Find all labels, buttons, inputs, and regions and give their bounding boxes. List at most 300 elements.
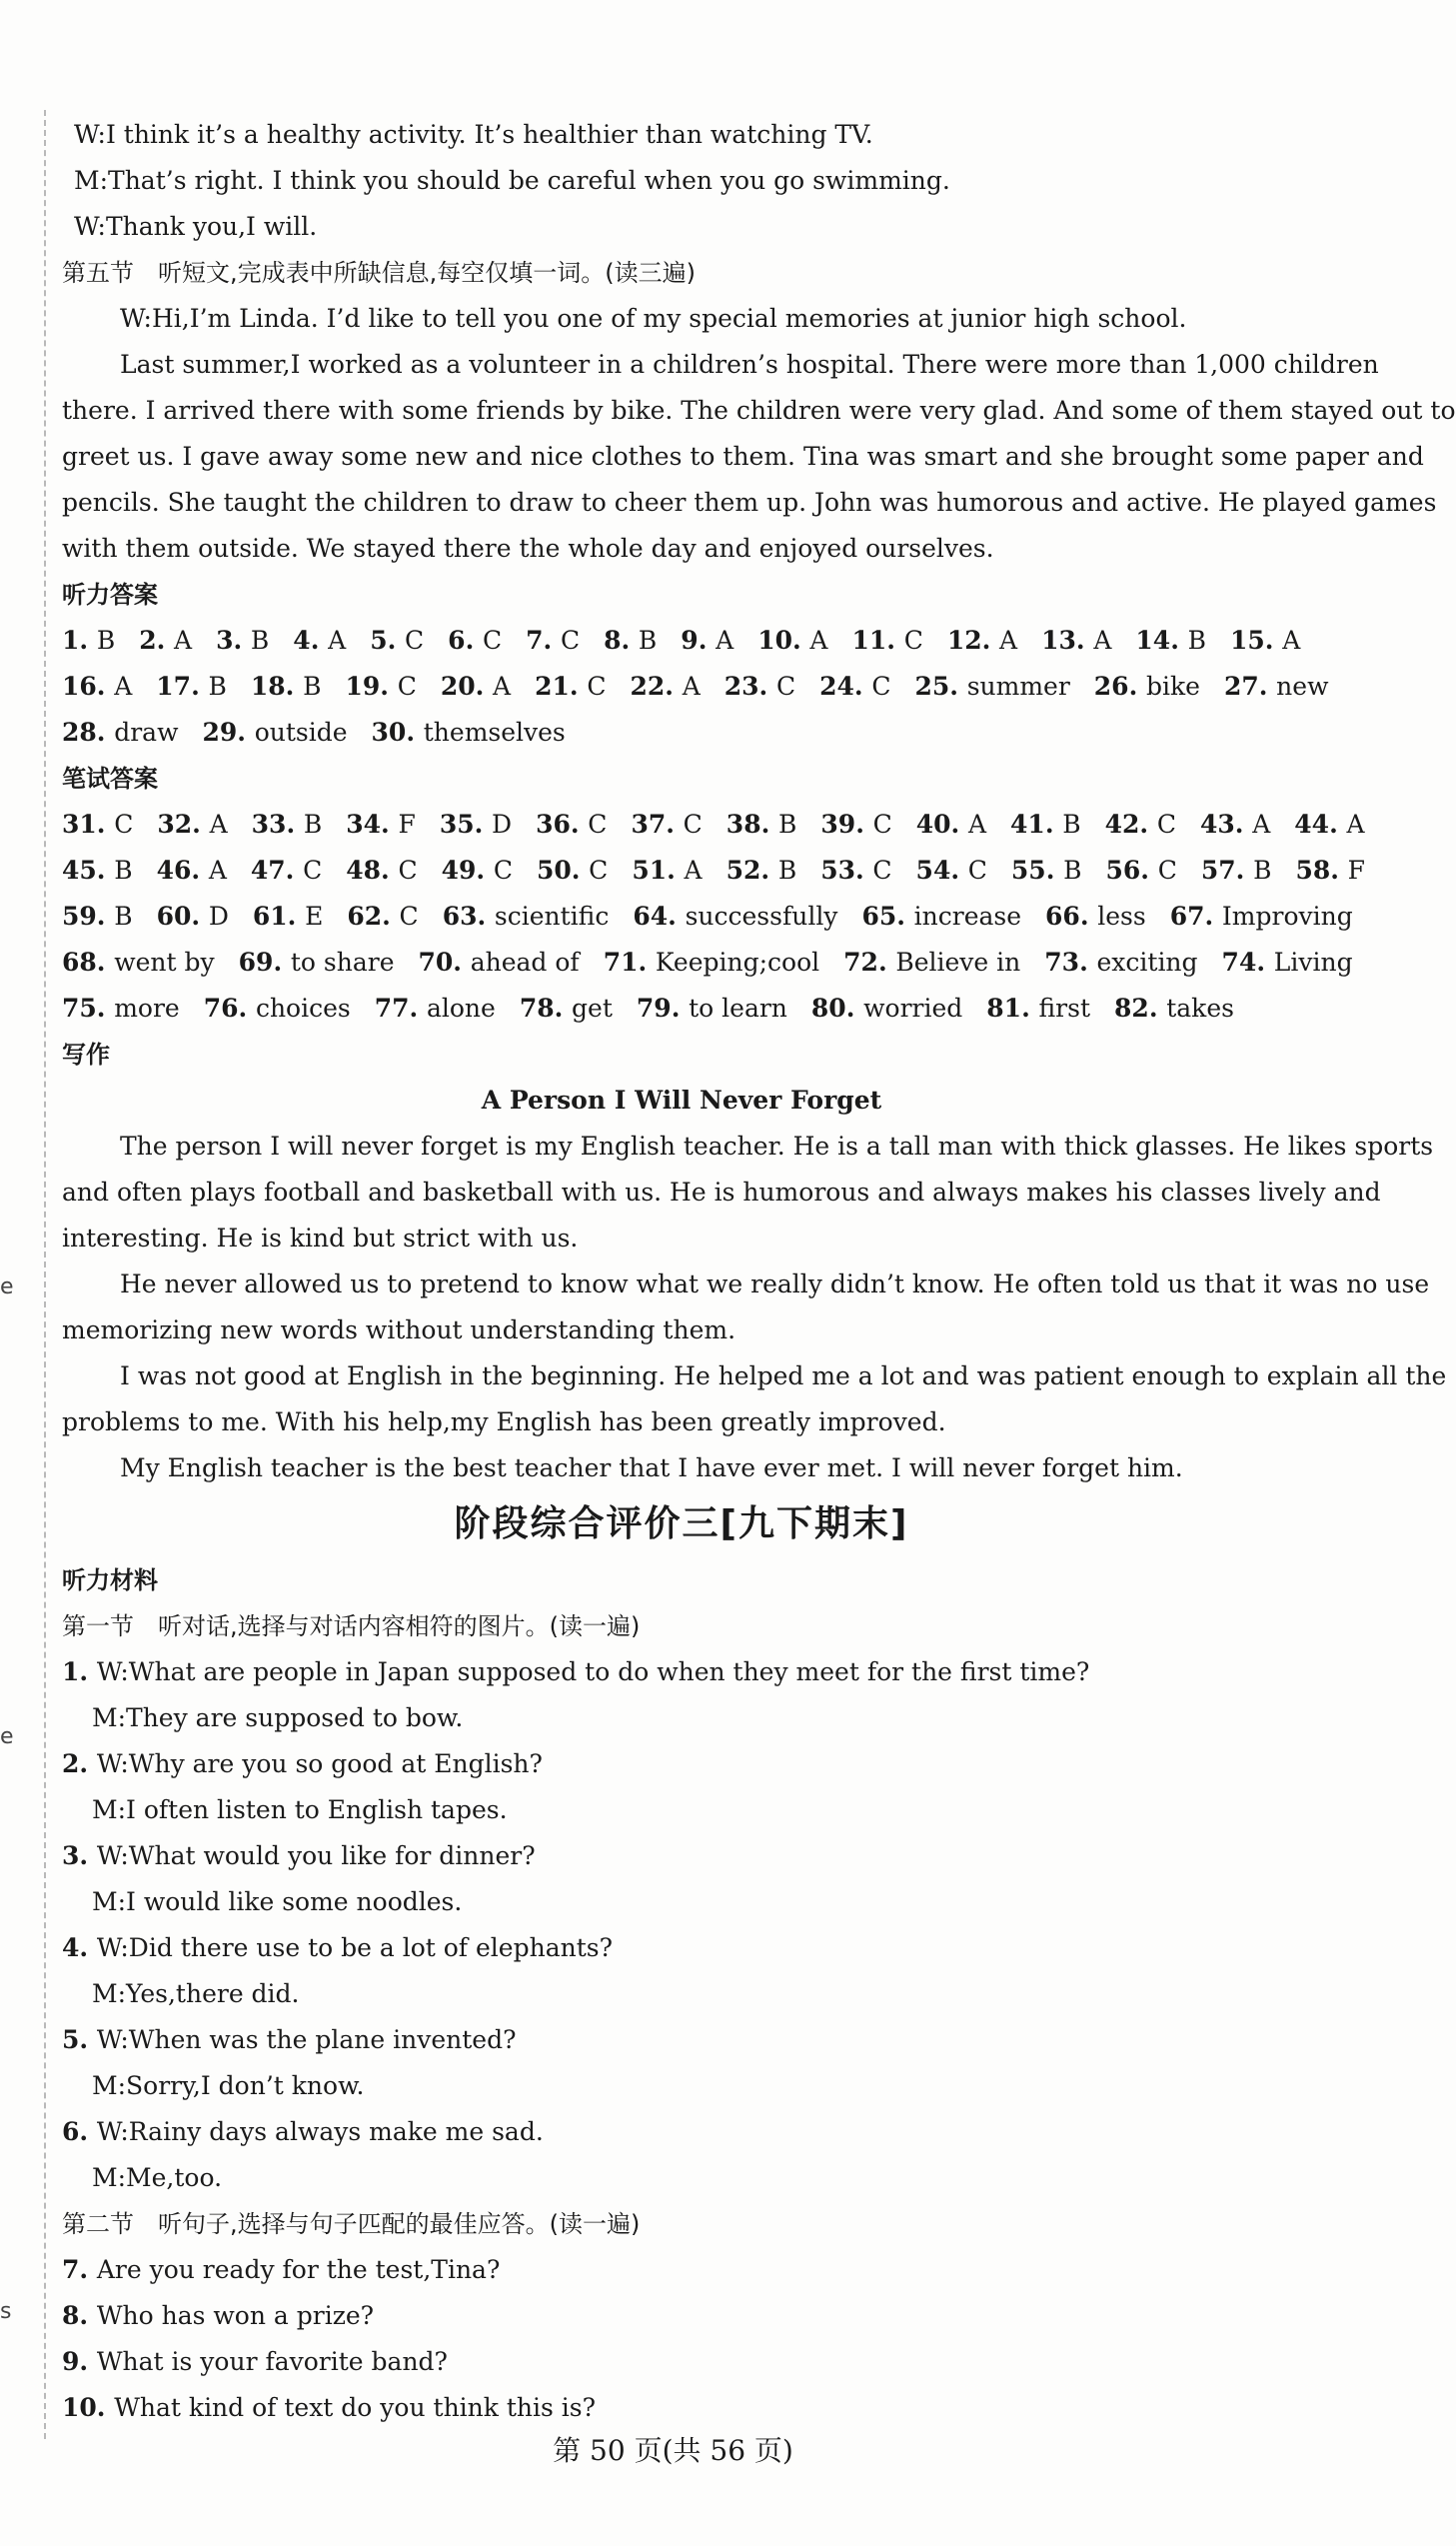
question-text: W:Did there use to be a lot of elephants? <box>96 1933 613 1962</box>
answer-number: 56 <box>1105 856 1141 885</box>
answer-number: 36 <box>536 810 571 839</box>
answer-value: C <box>775 672 796 701</box>
answer-item: 19. C <box>345 672 417 701</box>
written-answers <box>62 802 1366 1032</box>
answer-value: B <box>96 626 116 655</box>
answer-number: 7 <box>526 626 544 655</box>
answer-number: 75 <box>62 994 97 1023</box>
answer-line: M:Yes,there did. <box>92 1979 300 2008</box>
answer-number: 62 <box>347 902 383 931</box>
question-number: 9 <box>62 2347 80 2376</box>
question-text: W:Why are you so good at English? <box>96 1749 543 1778</box>
answer-number: 65 <box>861 902 897 931</box>
answer-item: 11. C <box>851 626 923 655</box>
answer-value: alone <box>426 994 496 1023</box>
answer-number: 81 <box>986 994 1022 1023</box>
question-line: 9. What is your favorite band? <box>62 2347 448 2376</box>
answer-row <box>62 848 1366 894</box>
answer-row <box>62 940 1353 986</box>
question-number: 8 <box>62 2301 80 2330</box>
answer-item: 5. C <box>370 626 425 655</box>
essay-title: A Person I Will Never Forget <box>481 1086 882 1115</box>
passage-line: there. I arrived there with some friends by bike. The children were very glad. And some of them stayed out to <box>62 396 1456 425</box>
answer-number: 63 <box>442 902 478 931</box>
question-text: W:Rainy days always make me sad. <box>96 2117 544 2146</box>
answer-item: 26. bike <box>1093 672 1200 701</box>
answer-number: 18 <box>250 672 286 701</box>
answer-number: 21 <box>535 672 570 701</box>
answer-value: C <box>588 810 608 839</box>
answer-number: 82 <box>1114 994 1149 1023</box>
answer-value: C <box>872 856 892 885</box>
answer-number: 67 <box>1169 902 1205 931</box>
question-line: 8. Who has won a prize? <box>62 2301 375 2330</box>
answer-item: 78. get <box>519 994 613 1023</box>
listening-answers <box>62 618 1329 756</box>
answer-number: 64 <box>633 902 669 931</box>
answer-value: C <box>405 626 425 655</box>
top-dialogue <box>62 112 1301 250</box>
answer-line: M:They are supposed to bow. <box>92 1703 464 1732</box>
listening-answers-heading: 听力答案 <box>62 581 158 609</box>
answer-value: A <box>114 672 133 701</box>
answer-value: C <box>493 856 513 885</box>
answer-number: 24 <box>819 672 854 701</box>
answer-item: 54. C <box>915 856 987 885</box>
answer-item: 57. B <box>1200 856 1272 885</box>
gutter-mark: e <box>0 1274 14 1299</box>
answer-value: bike <box>1146 672 1200 701</box>
answer-value: A <box>209 810 228 839</box>
answer-item: 40. A <box>915 810 987 839</box>
answer-item: 43. A <box>1199 810 1271 839</box>
answer-item: 75. more <box>62 994 180 1023</box>
answer-value: ahead of <box>470 948 580 977</box>
passage-line: greet us. I gave away some new and nice clothes to them. Tina was smart and she brought some paper and <box>62 442 1424 471</box>
answer-value: D <box>208 902 229 931</box>
listening-material-heading: 听力材料 <box>62 1566 158 1594</box>
answer-number: 3 <box>216 626 234 655</box>
answer-value: C <box>1156 810 1176 839</box>
answer-item: 23. C <box>724 672 796 701</box>
answer-value: A <box>328 626 347 655</box>
answer-item: 17. B <box>156 672 227 701</box>
answer-number: 43 <box>1199 810 1235 839</box>
answer-number: 13 <box>1041 626 1076 655</box>
answer-item: 36. C <box>536 810 608 839</box>
answer-value: C <box>589 856 609 885</box>
answer-item: 10. A <box>757 626 828 655</box>
answer-value: B <box>250 626 270 655</box>
answer-number: 16 <box>62 672 97 701</box>
answer-item: 79. to learn <box>636 994 787 1023</box>
answer-number: 80 <box>810 994 846 1023</box>
answer-item: 29. outside <box>202 718 348 747</box>
answer-line: M:I would like some noodles. <box>92 1887 463 1916</box>
answer-value: A <box>682 672 701 701</box>
answer-line: M:Me,too. <box>92 2163 223 2192</box>
answer-item: 64. successfully <box>633 902 838 931</box>
answer-number: 45 <box>62 856 97 885</box>
answer-number: 30 <box>371 718 407 747</box>
answer-value: B <box>114 902 133 931</box>
question-line: 10. What kind of text do you think this is? <box>62 2393 597 2422</box>
answer-item: 12. A <box>946 626 1018 655</box>
answer-number: 27 <box>1223 672 1259 701</box>
question-text: Are you ready for the test,Tina? <box>96 2255 501 2284</box>
dialogue-line: W:Thank you,I will. <box>74 212 318 241</box>
answer-value: B <box>638 626 658 655</box>
answer-number: 41 <box>1010 810 1045 839</box>
answer-value: E <box>305 902 324 931</box>
question-line: 4. W:Did there use to be a lot of elephants? <box>62 1933 613 1962</box>
answer-number: 11 <box>851 626 887 655</box>
essay-body <box>62 1124 1447 1491</box>
answer-item: 24. C <box>819 672 891 701</box>
answer-value: C <box>967 856 987 885</box>
answer-value: C <box>482 626 503 655</box>
answer-item: 4. A <box>293 626 347 655</box>
answer-item: 25. summer <box>914 672 1070 701</box>
section1-items <box>62 1649 1301 2201</box>
answer-number: 79 <box>636 994 672 1023</box>
answer-item: 71. Keeping;cool <box>603 948 820 977</box>
answer-number: 51 <box>632 856 668 885</box>
answer-value: A <box>174 626 193 655</box>
answer-item: 30. themselves <box>371 718 566 747</box>
answer-value: C <box>560 626 581 655</box>
answer-value: A <box>716 626 734 655</box>
answer-value: C <box>399 902 419 931</box>
answer-number: 22 <box>630 672 666 701</box>
answer-value: to learn <box>689 994 787 1023</box>
answer-value: worried <box>863 994 963 1023</box>
answer-item: 58. F <box>1295 856 1366 885</box>
answer-value: F <box>1347 856 1366 885</box>
question-number: 4 <box>62 1933 80 1962</box>
section2-heading: 第二节 听句子,选择与句子匹配的最佳应答。(读一遍) <box>62 2210 641 2238</box>
answer-row <box>62 894 1353 940</box>
question-number: 2 <box>62 1749 80 1778</box>
answer-number: 61 <box>252 902 288 931</box>
answer-item: 37. C <box>631 810 703 839</box>
answer-number: 38 <box>726 810 761 839</box>
section5-passage <box>62 342 1456 572</box>
section1-heading: 第一节 听对话,选择与对话内容相符的图片。(读一遍) <box>62 1612 641 1640</box>
answer-item: 22. A <box>630 672 701 701</box>
answer-item: 3. B <box>216 626 270 655</box>
answer-item: 14. B <box>1135 626 1206 655</box>
answer-number: 37 <box>631 810 667 839</box>
section2-items <box>62 2247 1301 2431</box>
answer-item: 6. C <box>448 626 503 655</box>
answer-value: new <box>1276 672 1329 701</box>
answer-number: 68 <box>62 948 97 977</box>
answer-number: 25 <box>914 672 950 701</box>
passage-line: with them outside. We stayed there the whole day and enjoyed ourselves. <box>62 534 994 563</box>
answer-item: 81. first <box>986 994 1091 1023</box>
essay-line: He never allowed us to pretend to know what we really didn’t know. He often told us that it was no use <box>120 1270 1430 1298</box>
essay-line: My English teacher is the best teacher that I have ever met. I will never forget him. <box>120 1453 1183 1482</box>
question-text: W:What would you like for dinner? <box>96 1841 536 1870</box>
answer-value: Improving <box>1221 902 1353 931</box>
answer-number: 60 <box>156 902 192 931</box>
essay-line: and often plays football and basketball with us. He is humorous and always makes his classes lively and <box>62 1178 1381 1207</box>
answer-number: 42 <box>1104 810 1140 839</box>
answer-item: 28. draw <box>62 718 179 747</box>
answer-number: 19 <box>345 672 381 701</box>
question-text: What is your favorite band? <box>96 2347 448 2376</box>
question-number: 1 <box>62 1657 80 1686</box>
answer-item: 13. A <box>1041 626 1112 655</box>
answer-item: 39. C <box>820 810 892 839</box>
question-text: W:What are people in Japan supposed to do when they meet for the first time? <box>96 1657 1090 1686</box>
answer-number: 5 <box>370 626 388 655</box>
answer-item: 68. went by <box>62 948 215 977</box>
answer-value: B <box>1253 856 1272 885</box>
answer-value: outside <box>254 718 348 747</box>
answer-item: 80. worried <box>810 994 963 1023</box>
answer-value: A <box>1252 810 1271 839</box>
answer-item: 34. F <box>346 810 416 839</box>
answer-item: 21. C <box>535 672 607 701</box>
answer-number: 26 <box>1093 672 1129 701</box>
answer-item: 33. B <box>251 810 323 839</box>
question-number: 10 <box>62 2393 97 2422</box>
answer-number: 29 <box>202 718 238 747</box>
written-answers-heading: 笔试答案 <box>62 765 158 793</box>
answer-number: 77 <box>374 994 410 1023</box>
answer-item: 82. takes <box>1114 994 1234 1023</box>
answer-value: to share <box>290 948 395 977</box>
answer-number: 66 <box>1045 902 1080 931</box>
answer-value: B <box>778 810 797 839</box>
answer-value: A <box>684 856 703 885</box>
essay-line: interesting. He is kind but strict with us. <box>62 1224 579 1253</box>
answer-item: 35. D <box>439 810 513 839</box>
answer-value: C <box>1157 856 1177 885</box>
question-line: 2. W:Why are you so good at English? <box>62 1749 543 1778</box>
answer-row <box>62 664 1329 710</box>
answer-number: 48 <box>346 856 382 885</box>
answer-item: 53. C <box>820 856 892 885</box>
answer-item: 42. C <box>1104 810 1176 839</box>
answer-item: 7. C <box>526 626 581 655</box>
answer-value: A <box>999 626 1018 655</box>
answer-number: 71 <box>603 948 639 977</box>
answer-value: get <box>572 994 613 1023</box>
answer-value: B <box>1062 810 1081 839</box>
answer-number: 31 <box>62 810 97 839</box>
answer-item: 1. B <box>62 626 116 655</box>
answer-value: themselves <box>423 718 566 747</box>
question-line: 1. W:What are people in Japan supposed to do when they meet for the first time? <box>62 1657 1090 1686</box>
answer-value: B <box>208 672 227 701</box>
question-line: 5. W:When was the plane invented? <box>62 2025 517 2054</box>
answer-number: 50 <box>536 856 572 885</box>
answer-item: 47. C <box>250 856 323 885</box>
answer-item: 2. A <box>139 626 193 655</box>
answer-line: M:Sorry,I don’t know. <box>92 2071 365 2100</box>
answer-number: 55 <box>1010 856 1046 885</box>
answer-item: 50. C <box>536 856 609 885</box>
answer-value: B <box>303 810 323 839</box>
answer-number: 14 <box>1135 626 1171 655</box>
page-content <box>62 112 1456 2431</box>
answer-value: successfully <box>685 902 838 931</box>
answer-row <box>62 710 1301 756</box>
answer-item: 69. to share <box>238 948 395 977</box>
answer-number: 58 <box>1295 856 1331 885</box>
answer-item: 20. A <box>440 672 512 701</box>
answer-number: 39 <box>820 810 856 839</box>
answer-value: C <box>114 810 134 839</box>
answer-value: A <box>208 856 227 885</box>
answer-number: 15 <box>1229 626 1265 655</box>
dialogue-line: M:That’s right. I think you should be careful when you go swimming. <box>74 166 950 195</box>
answer-item: 74. Living <box>1221 948 1353 977</box>
answer-value: B <box>303 672 322 701</box>
answer-item: 77. alone <box>374 994 496 1023</box>
answer-value: C <box>872 810 892 839</box>
answer-number: 8 <box>604 626 622 655</box>
answer-value: A <box>1282 626 1301 655</box>
answer-number: 74 <box>1221 948 1257 977</box>
answer-line: M:I often listen to English tapes. <box>92 1795 508 1824</box>
answer-number: 10 <box>757 626 792 655</box>
answer-value: Living <box>1273 948 1353 977</box>
passage-line: pencils. She taught the children to draw to cheer them up. John was humorous and active. He played games <box>62 488 1437 517</box>
answer-item: 72. Believe in <box>843 948 1021 977</box>
answer-value: summer <box>966 672 1070 701</box>
answer-value: draw <box>114 718 179 747</box>
answer-item: 45. B <box>62 856 133 885</box>
answer-item: 31. C <box>62 810 134 839</box>
answer-value: D <box>492 810 513 839</box>
answer-number: 46 <box>156 856 192 885</box>
answer-item: 15. A <box>1229 626 1301 655</box>
answer-item: 59. B <box>62 902 133 931</box>
dialogue-line: W:I think it’s a healthy activity. It’s healthier than watching TV. <box>74 120 873 149</box>
answer-value: Keeping;cool <box>655 948 820 977</box>
answer-item: 76. choices <box>203 994 351 1023</box>
answer-value: more <box>114 994 180 1023</box>
answer-item: 60. D <box>156 902 229 931</box>
answer-number: 57 <box>1200 856 1236 885</box>
answer-number: 59 <box>62 902 97 931</box>
answer-value: increase <box>913 902 1022 931</box>
answer-value: C <box>587 672 607 701</box>
answer-item: 52. B <box>726 856 797 885</box>
answer-item: 48. C <box>346 856 418 885</box>
answer-number: 34 <box>346 810 382 839</box>
answer-number: 73 <box>1044 948 1080 977</box>
answer-number: 20 <box>440 672 476 701</box>
answer-item: 65. increase <box>861 902 1022 931</box>
section5-heading: 第五节 听短文,完成表中所缺信息,每空仅填一词。(读三遍) <box>62 259 696 287</box>
answer-value: B <box>1187 626 1206 655</box>
answer-number: 32 <box>157 810 193 839</box>
answer-item: 27. new <box>1223 672 1329 701</box>
answer-row <box>62 618 1301 664</box>
question-text: What kind of text do you think this is? <box>114 2393 597 2422</box>
answer-row <box>62 802 1365 848</box>
question-text: W:When was the plane invented? <box>96 2025 517 2054</box>
answer-value: takes <box>1166 994 1234 1023</box>
answer-number: 35 <box>439 810 475 839</box>
answer-value: B <box>1063 856 1082 885</box>
answer-number: 17 <box>156 672 192 701</box>
question-number: 3 <box>62 1841 80 1870</box>
answer-row <box>62 986 1301 1032</box>
answer-number: 6 <box>448 626 466 655</box>
essay-line: memorizing new words without understanding them. <box>62 1315 736 1344</box>
answer-number: 76 <box>203 994 239 1023</box>
answer-item: 70. ahead of <box>418 948 580 977</box>
answer-number: 72 <box>843 948 878 977</box>
answer-number: 44 <box>1294 810 1330 839</box>
answer-number: 12 <box>946 626 982 655</box>
answer-number: 69 <box>238 948 274 977</box>
answer-item: 55. B <box>1010 856 1082 885</box>
answer-number: 4 <box>293 626 311 655</box>
answer-item: 73. exciting <box>1044 948 1198 977</box>
essay-line: problems to me. With his help,my English has been greatly improved. <box>62 1407 946 1436</box>
answer-value: B <box>777 856 797 885</box>
answer-item: 67. Improving <box>1169 902 1353 931</box>
answer-value: Believe in <box>895 948 1021 977</box>
question-line: 7. Are you ready for the test,Tina? <box>62 2255 501 2284</box>
answer-number: 53 <box>820 856 855 885</box>
answer-number: 1 <box>62 626 80 655</box>
answer-item: 51. A <box>632 856 703 885</box>
answer-value: F <box>398 810 416 839</box>
answer-number: 78 <box>519 994 555 1023</box>
answer-item: 41. B <box>1010 810 1081 839</box>
answer-item: 66. less <box>1045 902 1146 931</box>
question-number: 7 <box>62 2255 80 2284</box>
answer-number: 54 <box>915 856 951 885</box>
answer-value: choices <box>255 994 351 1023</box>
binding-dashed-line <box>44 110 46 2439</box>
answer-number: 70 <box>418 948 454 977</box>
answer-value: exciting <box>1096 948 1198 977</box>
question-number: 6 <box>62 2117 80 2146</box>
answer-item: 46. A <box>156 856 227 885</box>
answer-value: B <box>114 856 133 885</box>
essay-line: I was not good at English in the beginning. He helped me a lot and was patient enough to explain all the <box>120 1361 1447 1390</box>
answer-value: C <box>903 626 923 655</box>
answer-value: A <box>809 626 828 655</box>
answer-number: 2 <box>139 626 157 655</box>
answer-item: 63. scientific <box>442 902 610 931</box>
passage-line: Last summer,I worked as a volunteer in a children’s hospital. There were more than 1,000 children <box>120 350 1379 379</box>
page-footer: 第 50 页(共 56 页) <box>553 2434 793 2467</box>
question-line: 6. W:Rainy days always make me sad. <box>62 2117 544 2146</box>
answer-item: 32. A <box>157 810 228 839</box>
answer-item: 16. A <box>62 672 133 701</box>
answer-item: 62. C <box>347 902 419 931</box>
answer-value: C <box>683 810 703 839</box>
answer-value: scientific <box>494 902 610 931</box>
answer-number: 52 <box>726 856 761 885</box>
question-number: 5 <box>62 2025 80 2054</box>
stage-title: 阶段综合评价三[九下期末] <box>454 1503 909 1544</box>
answer-item: 8. B <box>604 626 658 655</box>
gutter-mark: e <box>0 1724 14 1749</box>
answer-number: 23 <box>724 672 759 701</box>
answer-value: A <box>1346 810 1365 839</box>
